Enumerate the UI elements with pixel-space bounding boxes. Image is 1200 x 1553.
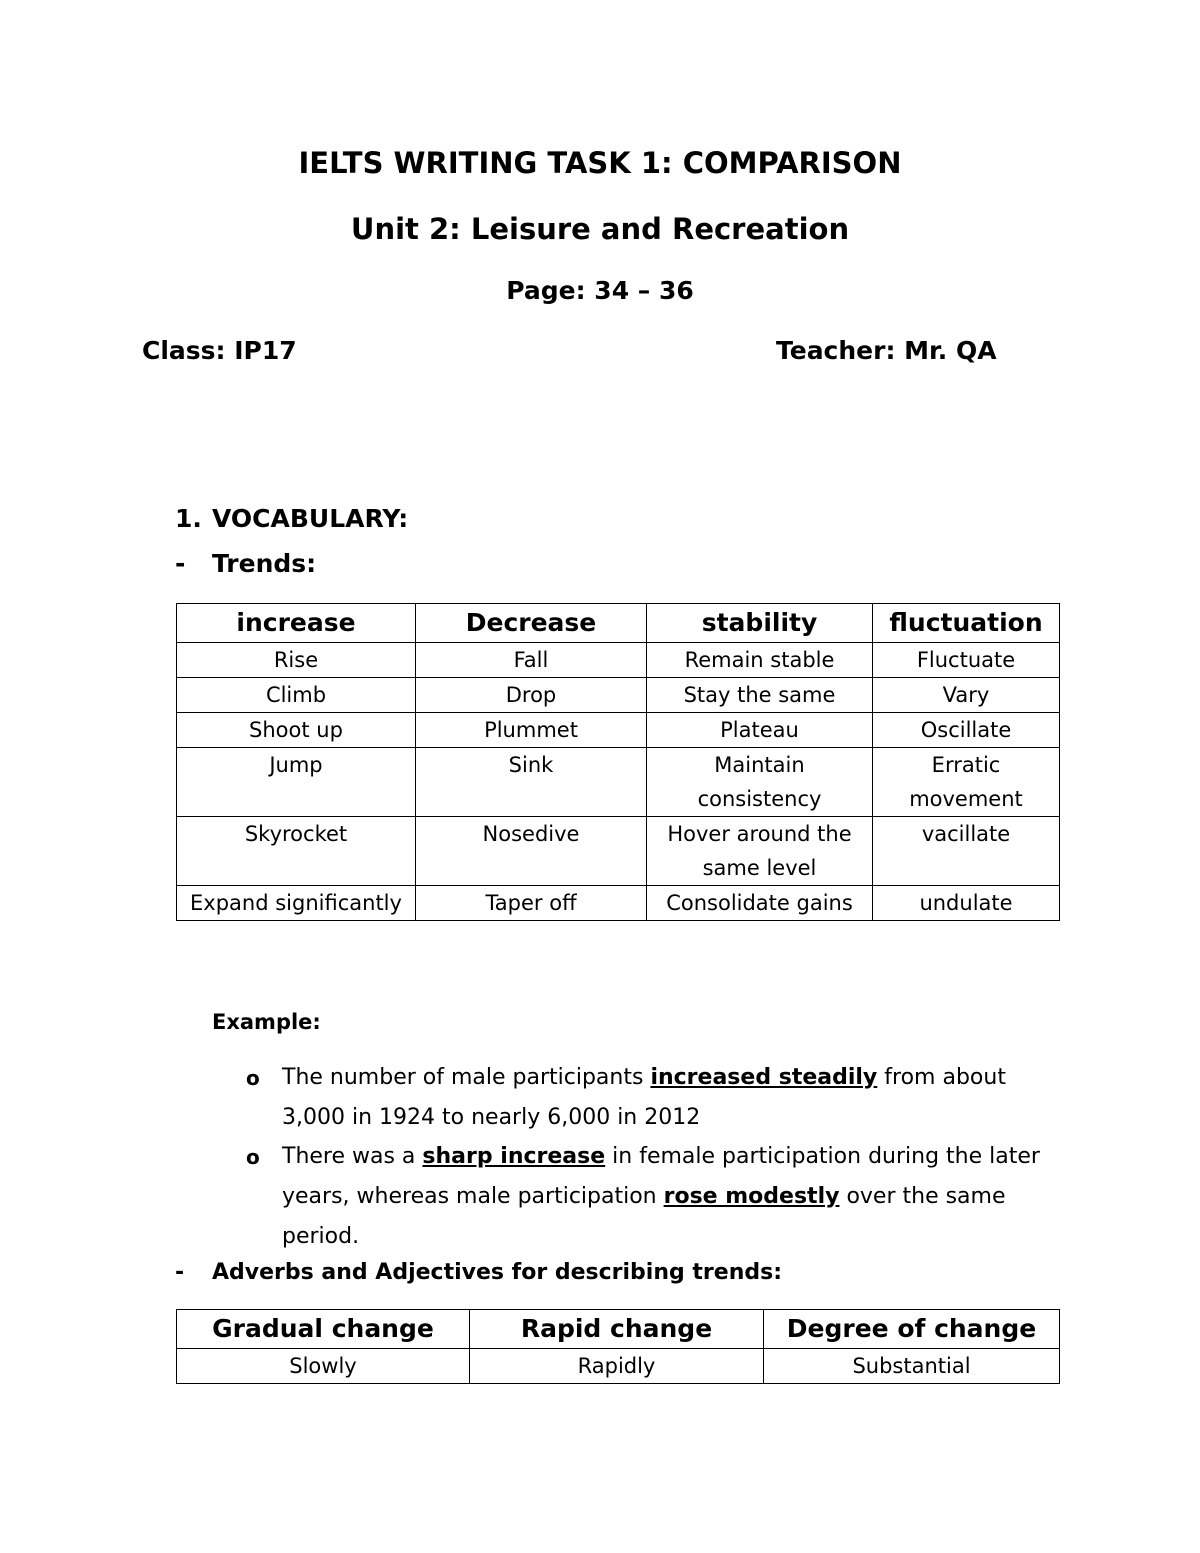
table-header-row: [177, 1310, 1060, 1349]
adverbs-heading: Adverbs and Adjectives for describing trends:: [212, 1260, 782, 1285]
table-cell: Slowly: [177, 1349, 470, 1384]
table-cell: Jump: [177, 748, 416, 817]
header-cell: increase: [177, 604, 416, 643]
header-cell: Rapid change: [470, 1310, 764, 1349]
list-dash: -: [175, 549, 186, 578]
bullet-icon: o: [246, 1145, 260, 1169]
example-text: over the same period.: [282, 1184, 1006, 1249]
table-row: [177, 748, 1060, 817]
emphasis-phrase: rose modestly: [663, 1184, 840, 1209]
adverbs-table: [176, 1309, 1060, 1384]
table-cell: Skyrocket: [177, 817, 416, 886]
example-item: [282, 1137, 1072, 1257]
section-title: VOCABULARY:: [212, 504, 409, 533]
table-cell: Nosedive: [416, 817, 647, 886]
table-cell: Erratic movement: [873, 748, 1060, 817]
table-cell: Drop: [416, 678, 647, 713]
table-row: [177, 643, 1060, 678]
list-dash: -: [175, 1260, 185, 1285]
table-cell: Sink: [416, 748, 647, 817]
example-text: The number of male participants: [282, 1065, 651, 1090]
table-cell: Climb: [177, 678, 416, 713]
table-cell: Hover around the same level: [647, 817, 873, 886]
table-cell: Fall: [416, 643, 647, 678]
teacher-label: Teacher: Mr. QA: [776, 336, 997, 365]
example-text: in female participation during the later years, whereas male participation: [282, 1144, 1040, 1209]
table-cell: Plateau: [647, 713, 873, 748]
header-cell: stability: [647, 604, 873, 643]
table-row: [177, 1349, 1060, 1384]
table-cell: Vary: [873, 678, 1060, 713]
table-row: [177, 817, 1060, 886]
table-cell: Remain stable: [647, 643, 873, 678]
table-cell: vacillate: [873, 817, 1060, 886]
document-title: IELTS WRITING TASK 1: COMPARISON: [298, 146, 902, 180]
table-row: [177, 678, 1060, 713]
emphasis-phrase: increased steadily: [650, 1065, 878, 1090]
header-cell: Decrease: [416, 604, 647, 643]
example-text: There was a: [282, 1144, 423, 1169]
trends-heading: Trends:: [212, 549, 317, 578]
table-cell: Stay the same: [647, 678, 873, 713]
section-number: 1.: [175, 504, 202, 533]
table-cell: Plummet: [416, 713, 647, 748]
table-cell: Rise: [177, 643, 416, 678]
header-cell: fluctuation: [873, 604, 1060, 643]
emphasis-phrase: sharp increase: [422, 1144, 606, 1169]
example-label: Example:: [212, 1010, 321, 1034]
bullet-icon: o: [246, 1066, 260, 1090]
table-row: [177, 713, 1060, 748]
table-row: [177, 886, 1060, 921]
example-text: from about 3,000 in 1924 to nearly 6,000 in 2012: [282, 1065, 1006, 1130]
table-cell: Fluctuate: [873, 643, 1060, 678]
header-cell: Gradual change: [177, 1310, 470, 1349]
table-cell: Rapidly: [470, 1349, 764, 1384]
table-cell: Expand significantly: [177, 886, 416, 921]
page-range: Page: 34 – 36: [506, 276, 694, 305]
class-label: Class: IP17: [142, 336, 297, 365]
trends-table: [176, 603, 1060, 921]
table-cell: Consolidate gains: [647, 886, 873, 921]
table-header-row: [177, 604, 1060, 643]
header-cell: Degree of change: [764, 1310, 1060, 1349]
table-cell: Oscillate: [873, 713, 1060, 748]
table-cell: Maintain consistency: [647, 748, 873, 817]
table-cell: undulate: [873, 886, 1060, 921]
example-item: [282, 1058, 1072, 1138]
unit-title: Unit 2: Leisure and Recreation: [350, 212, 850, 246]
table-cell: Taper off: [416, 886, 647, 921]
table-cell: Substantial: [764, 1349, 1060, 1384]
table-cell: Shoot up: [177, 713, 416, 748]
